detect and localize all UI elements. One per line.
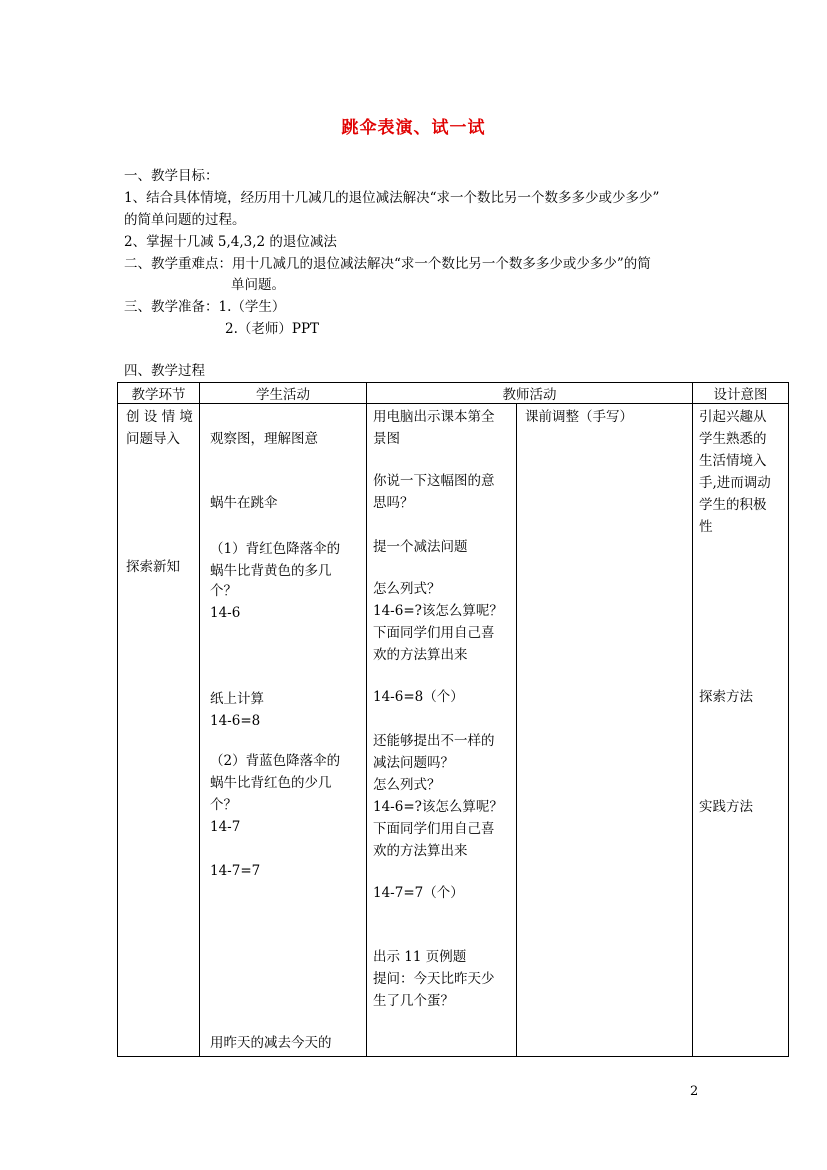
teacher-line: 14-7=7（个） [373,885,464,901]
student-line: 用昨天的减去今天的 [210,1035,332,1051]
header-design-intent: 设计意图 [693,383,789,404]
section3-line2: 2.（老师）PPT [225,321,320,337]
teacher-line: 思吗？ [373,495,414,511]
student-line: 蜗牛比背黄色的多几 [210,563,332,579]
teacher-line: 用电脑出示课本第全 [373,409,495,425]
header-student-activity: 学生活动 [200,383,367,404]
teacher-line: 14-6=?该怎么算呢？ [373,603,503,619]
student-line: （1）背红色降落伞的 [210,541,341,557]
teacher-line: 提一个减法问题 [373,539,468,555]
student-line: 14-7=7 [210,863,261,879]
intent-line: 性 [699,519,713,535]
teacher-line: 你说一下这幅图的意 [373,473,495,489]
teacher-line: 下面同学们用自己喜 [373,821,495,837]
student-line: 个？ [210,797,237,813]
teacher-line: 出示 11 页例题 [373,949,467,965]
intent-line: 手,进而调动 [699,475,771,491]
page-number: 2 [690,1084,699,1099]
intent-line: 实践方法 [699,799,753,815]
table-header-row [118,383,789,404]
teacher-line: 14-6=8（个） [373,689,464,705]
teacher-line: 还能够提出不一样的 [373,733,495,749]
teacher-line: 欢的方法算出来 [373,843,468,859]
section3-line1: 三、教学准备：1.（学生） [124,299,286,315]
intent-line: 学生的积极 [699,497,767,513]
student-activity-cell [200,404,367,1057]
teacher-line: 欢的方法算出来 [373,647,468,663]
student-line: 观察图，理解图意 [210,431,318,447]
student-line: 蜗牛比背红色的少几 [210,775,332,791]
teacher-line: 生了几个蛋？ [373,993,454,1009]
stage-item: 创 设 情 境 [126,409,193,425]
teaching-process-table [117,382,789,1057]
goal1-line1: 1、结合具体情境，经历用十几减几的退位减法解决“求一个数比另一个数多多少或少多少” [124,190,660,206]
intent-line: 生活情境入 [699,453,767,469]
teacher-line: 下面同学们用自己喜 [373,625,495,641]
section2-line1: 二、教学重难点：用十几减几的退位减法解决“求一个数比另一个数多多少或少多少”的简 [124,256,651,272]
stage-item: 问题导入 [126,431,180,447]
teacher-line: 怎么列式？ [373,777,441,793]
goal2: 2、掌握十几减 5,4,3,2 的退位减法 [124,234,337,250]
design-intent-cell [693,404,789,1057]
lesson-adjustment-cell [517,404,693,1057]
student-line: 14-6=8 [210,713,261,729]
intent-line: 引起兴趣从 [699,409,767,425]
teacher-line: 景图 [373,431,400,447]
teacher-line: 减法问题吗？ [373,755,454,771]
section2-line2: 单问题。 [231,277,285,293]
teacher-line: 提问：今天比昨天少 [373,971,495,987]
header-teacher-activity: 教师活动 [367,383,693,404]
teacher-activity-cell [367,404,517,1057]
section4-heading: 四、教学过程 [124,363,205,379]
stage-item: 探索新知 [126,559,180,575]
teacher-line: 怎么列式？ [373,581,441,597]
student-line: 14-7 [210,819,241,835]
stage-cell [118,404,200,1057]
adjustment-line: 课前调整（手写） [525,409,633,425]
student-line: 14-6 [210,605,241,621]
intent-line: 学生熟悉的 [699,431,767,447]
table-body-row [118,404,789,1057]
page-title: 跳伞表演、试一试 [341,118,486,138]
header-stage: 教学环节 [118,383,200,404]
student-line: 蜗牛在跳伞 [210,495,278,511]
student-line: 纸上计算 [210,691,264,707]
student-line: 个？ [210,583,237,599]
intent-line: 探索方法 [699,689,753,705]
section1-heading: 一、教学目标： [124,168,219,184]
teacher-line: 14-6=?该怎么算呢？ [373,799,503,815]
goal1-line2: 的简单问题的过程。 [124,212,246,228]
student-line: （2）背蓝色降落伞的 [210,753,341,769]
